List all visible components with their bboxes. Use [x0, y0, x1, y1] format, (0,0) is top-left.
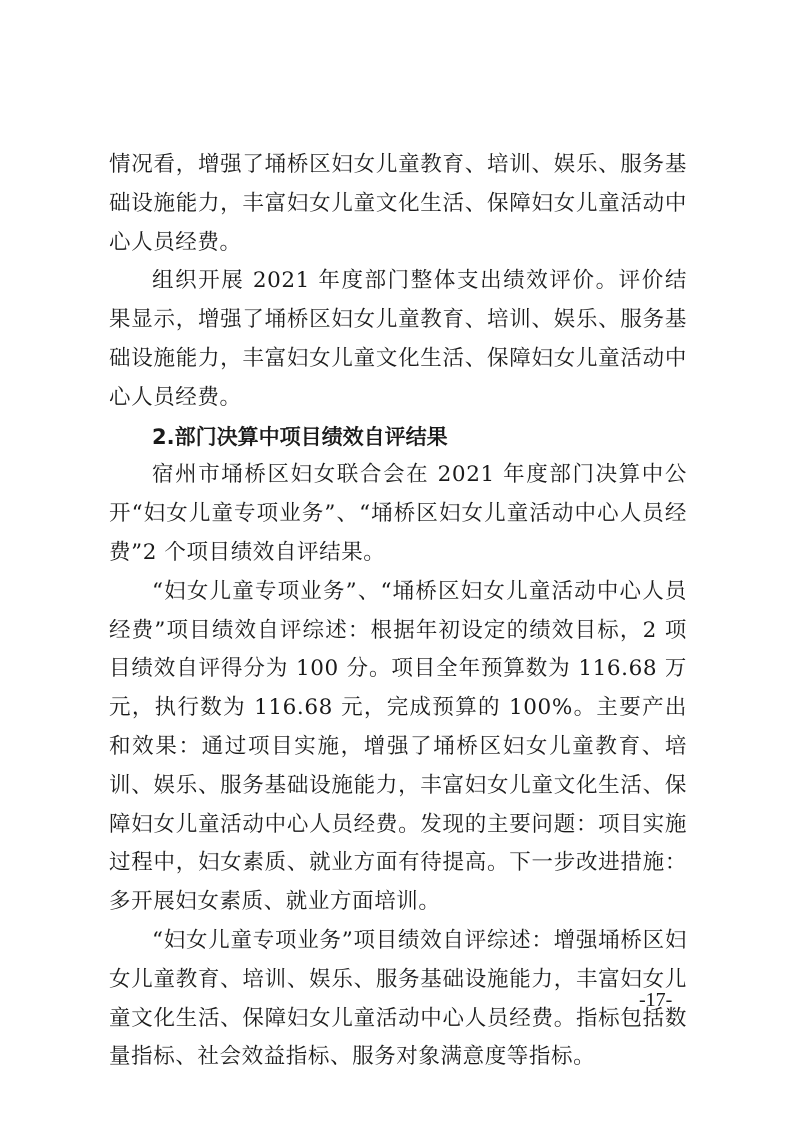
page-number: -17-	[639, 989, 673, 1011]
paragraph-special-project-summary: “妇女儿童专项业务”项目绩效自评综述：增强埇桥区妇女儿童教育、培训、娱乐、服务基础设施能力，丰富妇女儿童文化生活、保障妇女儿童活动中心人员经费。指标包括数量指标、社会效益指标、服务对象满意度等指标。	[109, 927, 687, 1070]
document-body	[109, 146, 687, 1077]
paragraph-project-summary: “妇女儿童专项业务”、“埇桥区妇女儿童活动中心人员经费”项目绩效自评综述：根据年初设定的绩效目标，2 项目绩效自评得分为 100 分。项目全年预算数为 116.68 万元，执行数为 116.68 元，完成预算的 100%。主要产出和效果：通过项目实施，增强了埇桥区妇女儿童教育、培训、娱乐、服务基础设施能力，丰富妇女儿童文化生活、保障妇女儿童活动中心人员经费。发现的主要问题：项目实施过程中，妇女素质、就业方面有待提高。下一步改进措施：多开展妇女素质、就业方面培训。	[109, 578, 687, 915]
paragraph-continuation: 情况看，增强了埇桥区妇女儿童教育、培训、娱乐、服务基础设施能力，丰富妇女儿童文化生活、保障妇女儿童活动中心人员经费。	[109, 152, 687, 255]
section-heading: 2.部门决算中项目绩效自评结果	[152, 424, 448, 449]
paragraph-project-intro: 宿州市埇桥区妇女联合会在 2021 年度部门决算中公开“妇女儿童专项业务”、“埇桥区妇女儿童活动中心人员经费”2 个项目绩效自评结果。	[109, 462, 687, 565]
paragraph-overall-evaluation: 组织开展 2021 年度部门整体支出绩效评价。评价结果显示，增强了埇桥区妇女儿童教育、培训、娱乐、服务基础设施能力，丰富妇女儿童文化生活、保障妇女儿童活动中心人员经费。	[109, 268, 687, 410]
